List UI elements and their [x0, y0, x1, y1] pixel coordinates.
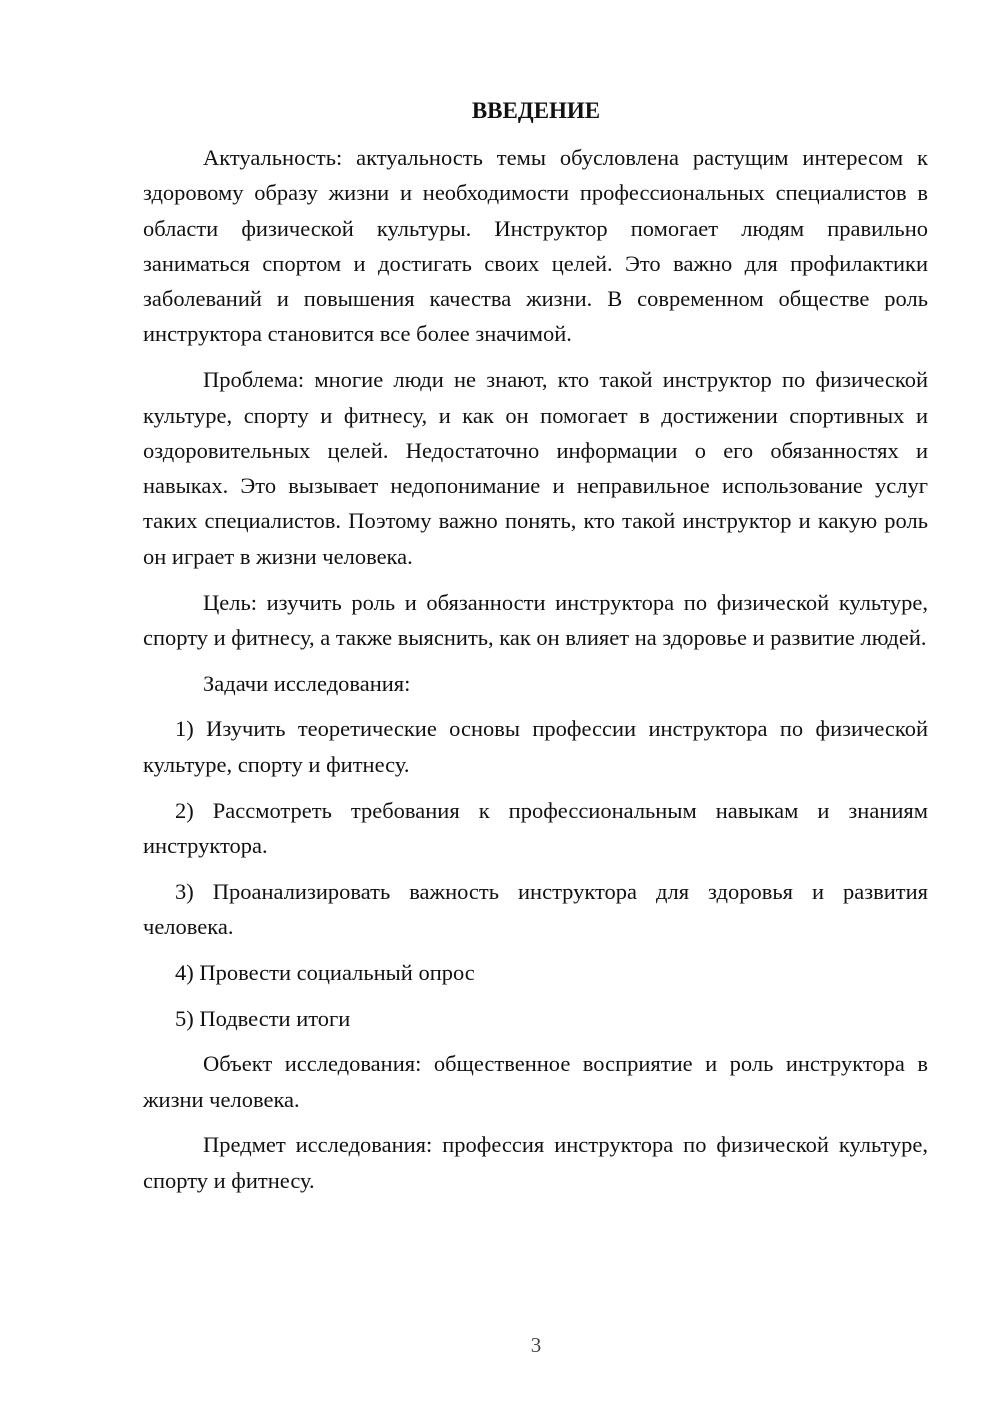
page-number: 3	[530, 1333, 542, 1357]
task-item: 4) Провести социальный опрос	[175, 959, 475, 985]
task-item: 2) Рассмотреть требования к профессиональным навыкам и знаниям инструктора.	[143, 797, 928, 858]
problem-paragraph: Проблема: многие люди не знают, кто такой инструктор по физической культуре, спорту и фитнесу, и как он помогает в достижении спортивных и оздоровительных целей. Недостаточно информации о его обязанностях и навыках. Это вызывает недопонимание и неправильное использование услуг таких специалистов. Поэтому важно понять, кто такой инструктор и какую роль он играет в жизни человека.	[143, 367, 928, 569]
document-body	[143, 140, 928, 1209]
object-paragraph: Объект исследования: общественное восприятие и роль инструктора в жизни человека.	[143, 1051, 928, 1112]
tasks-heading: Задачи исследования:	[203, 670, 411, 696]
task-item: 3) Проанализировать важность инструктора для здоровья и развития человека.	[143, 878, 928, 939]
task-item: 1) Изучить теоретические основы профессии инструктора по физической культуре, спорту и фитнесу.	[143, 716, 928, 777]
page-title: ВВЕДЕНИЕ	[471, 98, 601, 123]
task-item: 5) Подвести итоги	[175, 1005, 351, 1031]
goal-paragraph: Цель: изучить роль и обязанности инструктора по физической культуре, спорту и фитнесу, а также выяснить, как он влияет на здоровье и развитие людей.	[143, 589, 928, 650]
subject-paragraph: Предмет исследования: профессия инструктора по физической культуре, спорту и фитнесу.	[143, 1132, 928, 1193]
relevance-paragraph: Актуальность: актуальность темы обусловлена растущим интересом к здоровому образу жизни и необходимости профессиональных специалистов в области физической культуры. Инструктор помогает людям правильно заниматься спортом и достигать своих целей. Это важно для профилактики заболеваний и повышения качества жизни. В современном обществе роль инструктора становится все более значимой.	[143, 145, 928, 347]
